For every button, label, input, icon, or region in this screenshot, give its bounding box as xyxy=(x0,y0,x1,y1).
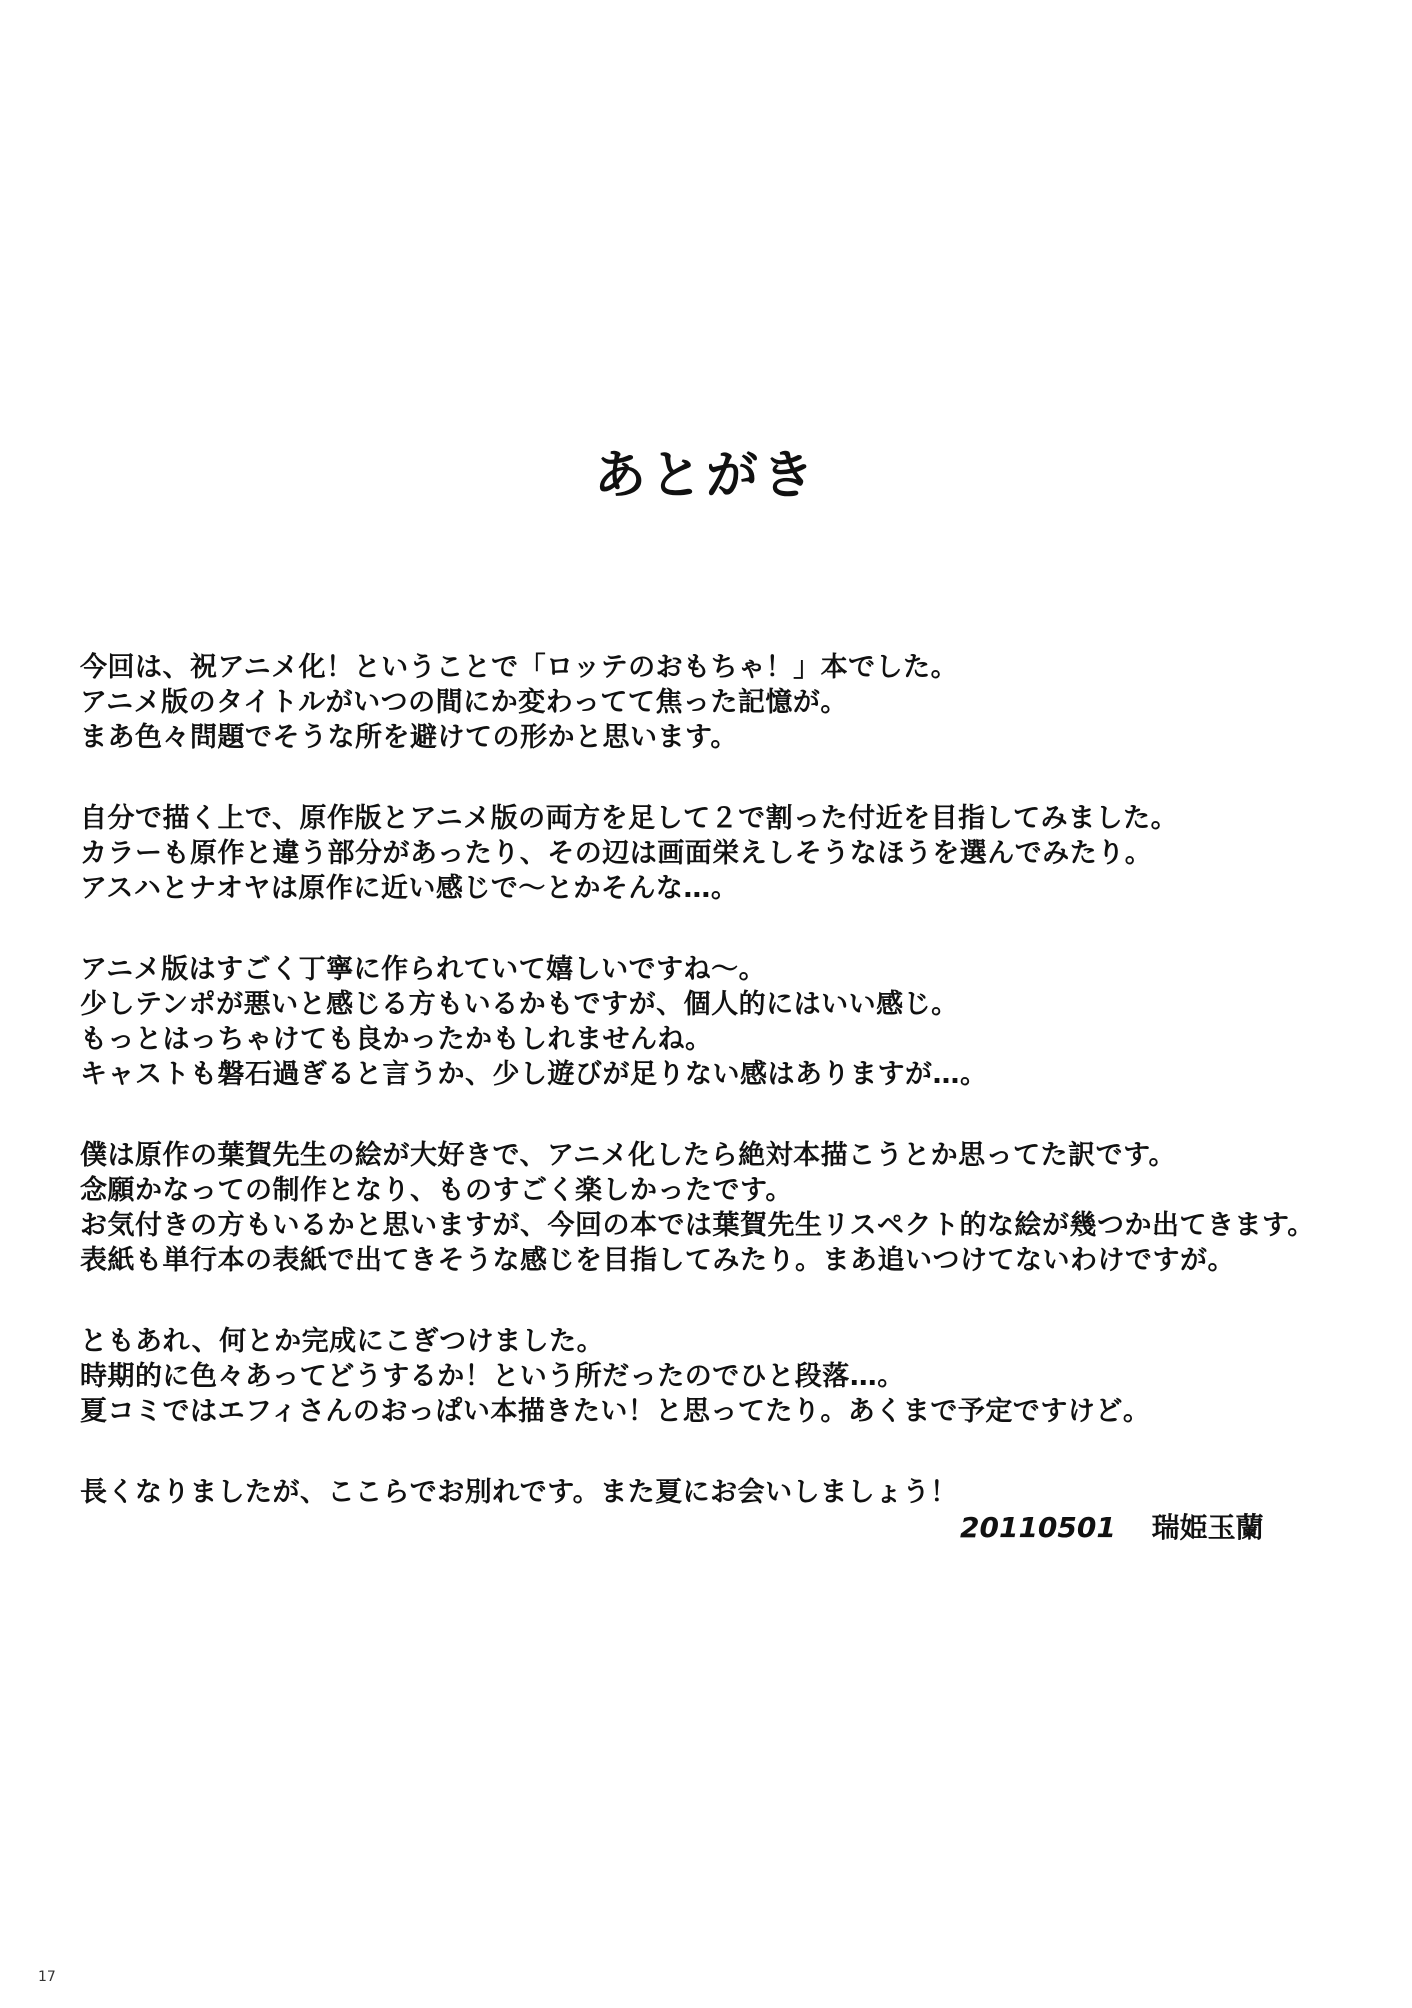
page-title: あとがき xyxy=(593,446,818,506)
text-line: 念願かなっての制作となり、ものすごく楽しかったです。 xyxy=(80,1175,793,1206)
text-line: 自分で描く上で、原作版とアニメ版の両方を足して２で割った付近を目指してみました。 xyxy=(80,803,1179,834)
paragraph-3 xyxy=(80,952,1340,1092)
text-line: まあ色々問題でそうな所を避けての形かと思います。 xyxy=(80,722,738,753)
text-line: アスハとナオヤは原作に近い感じで〜とかそんな…。 xyxy=(80,873,739,904)
paragraph-2 xyxy=(80,801,1340,906)
text-line: もっとはっちゃけても良かったかもしれませんね。 xyxy=(80,1024,713,1055)
text-line: アニメ版のタイトルがいつの間にか変わってて焦った記憶が。 xyxy=(80,687,848,718)
paragraph-1 xyxy=(80,650,1340,755)
paragraph-6 xyxy=(80,1475,1340,1510)
text-line: キャストも磐石過ぎると言うか、少し遊びが足りない感はありますが…。 xyxy=(80,1059,988,1090)
text-line: カラーも原作と違う部分があったり、その辺は画面栄えしそうなほうを選んでみたり。 xyxy=(80,838,1153,869)
text-line: アニメ版はすごく丁寧に作られていて嬉しいですね〜。 xyxy=(80,954,767,985)
text-line: 少しテンポが悪いと感じる方もいるかもですが、個人的にはいい感じ。 xyxy=(80,989,959,1020)
page-number: 17 xyxy=(38,1969,56,1985)
text-line: 表紙も単行本の表紙で出てきそうな感じを目指してみたり。まあ追いつけてないわけですが。 xyxy=(80,1245,1235,1276)
paragraph-5 xyxy=(80,1324,1340,1429)
text-line: 僕は原作の葉賀先生の絵が大好きで、アニメ化したら絶対本描こうとか思ってた訳です。 xyxy=(80,1140,1176,1171)
text-line: 時期的に色々あってどうするか！という所だったのでひと段落…。 xyxy=(80,1361,905,1392)
text-line: 夏コミではエフィさんのおっぱい本描きたい！と思ってたり。あくまで予定ですけど。 xyxy=(80,1396,1151,1427)
text-line: お気付きの方もいるかと思いますが、今回の本では葉賀先生リスペクト的な絵が幾つか出てきます。 xyxy=(80,1210,1315,1241)
text-line: 長くなりましたが、ここらでお別れです。また夏にお会いしましょう！ xyxy=(80,1477,958,1508)
signature-date: 20110501 xyxy=(960,1511,1116,1544)
text-line: ともあれ、何とか完成にこぎつけました。 xyxy=(80,1326,605,1357)
text-line: 今回は、祝アニメ化！ということで「ロッテのおもちゃ！」本でした。 xyxy=(80,652,959,683)
paragraph-4 xyxy=(80,1138,1340,1278)
signature xyxy=(960,1510,1264,1546)
afterword-body xyxy=(80,650,1340,1556)
signature-author: 瑞姫玉蘭 xyxy=(1151,1511,1264,1544)
